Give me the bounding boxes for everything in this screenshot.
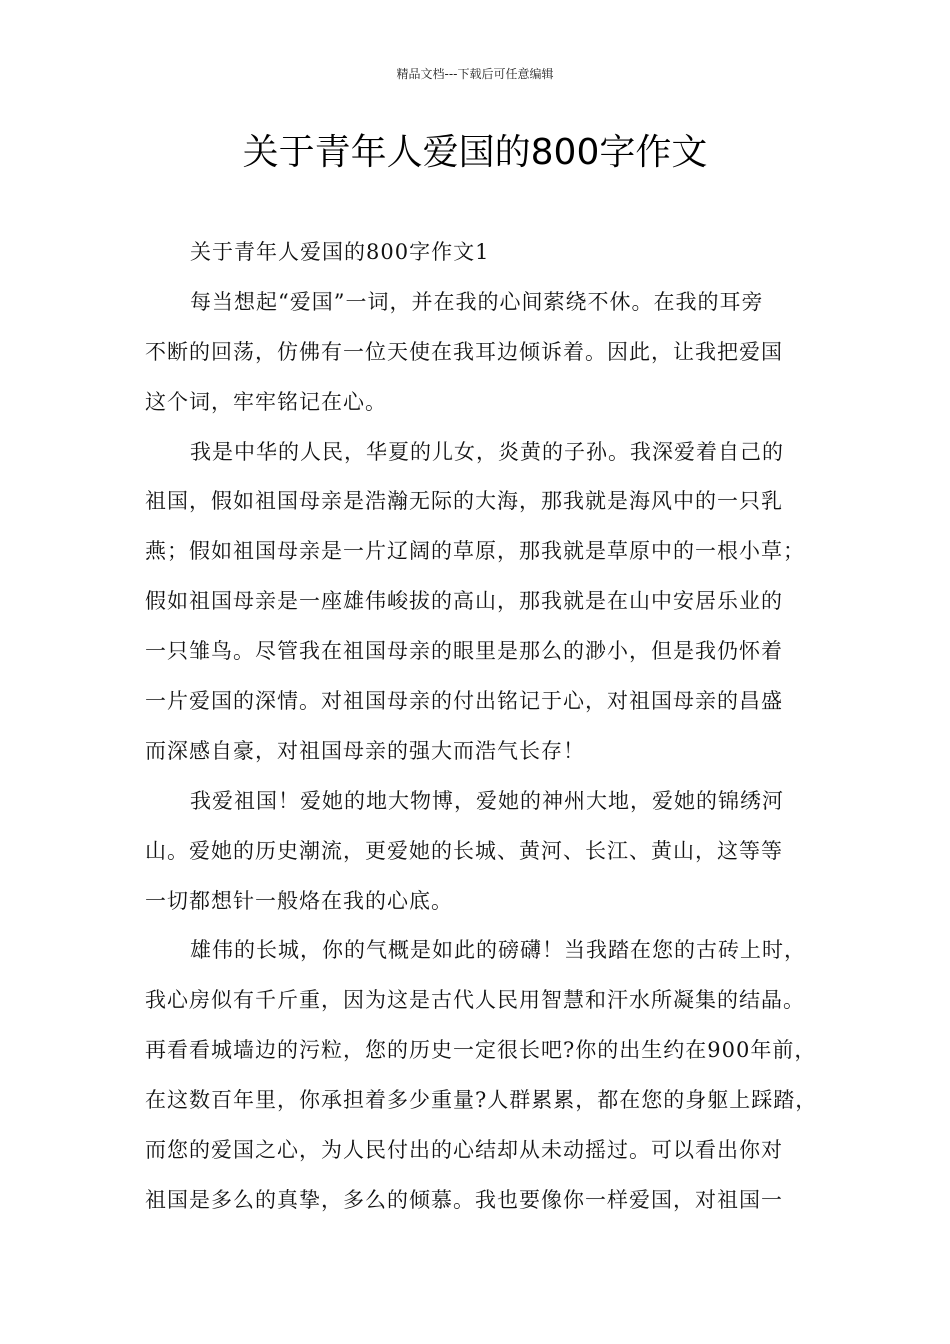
text-line: 我是中华的人民，华夏的儿女，炎黄的子孙。我深爱着自己的 xyxy=(190,439,784,464)
text-line: 山。爱她的历史潮流，更爱她的长城、黄河、长江、黄山，这等等 xyxy=(145,838,783,863)
text-line: 这个词，牢牢铭记在心。 xyxy=(145,389,387,414)
text-line: 我爱祖国！爱她的地大物博，爱她的神州大地，爱她的锦绣河 xyxy=(190,788,784,813)
text-line: 在这数百年里，你承担着多少重量?人群累累，都在您的身躯上踩踏， xyxy=(145,1088,818,1113)
header-note: 精品文档---下载后可任意编辑 xyxy=(396,67,554,81)
text-line: 假如祖国母亲是一座雄伟峻拔的高山，那我就是在山中安居乐业的 xyxy=(145,589,783,614)
text-line: 而您的爱国之心，为人民付出的心结却从未动摇过。可以看出你对 xyxy=(145,1138,783,1163)
text-line: 一切都想针一般烙在我的心底。 xyxy=(145,888,453,913)
text-line: 每当想起“爱国”一词，并在我的心间萦绕不休。在我的耳旁 xyxy=(190,289,764,314)
page-title: 关于青年人爱国的800字作文 xyxy=(242,132,708,173)
text-line: 而深感自豪，对祖国母亲的强大而浩气长存！ xyxy=(145,738,585,763)
text-line: 关于青年人爱国的800字作文1 xyxy=(190,240,490,264)
document-body xyxy=(145,228,825,1226)
text-line: 一只雏鸟。尽管我在祖国母亲的眼里是那么的渺小，但是我仍怀着 xyxy=(145,639,783,664)
text-line: 燕；假如祖国母亲是一片辽阔的草原，那我就是草原中的一根小草； xyxy=(145,539,805,564)
text-line: 不断的回荡，仿佛有一位天使在我耳边倾诉着。因此，让我把爱国 xyxy=(145,339,783,364)
text-line: 一片爱国的深情。对祖国母亲的付出铭记于心，对祖国母亲的昌盛 xyxy=(145,689,783,714)
text-line: 我心房似有千斤重，因为这是古代人民用智慧和汗水所凝集的结晶。 xyxy=(145,988,805,1013)
text-line: 祖国，假如祖国母亲是浩瀚无际的大海，那我就是海风中的一只乳 xyxy=(145,489,783,514)
text-line: 再看看城墙边的污粒，您的历史一定很长吧?你的出生约在900年前， xyxy=(145,1038,817,1063)
text-line: 雄伟的长城，你的气概是如此的磅礴！当我踏在您的古砖上时， xyxy=(190,938,806,963)
text-line: 祖国是多么的真挚，多么的倾慕。我也要像你一样爱国，对祖国一 xyxy=(145,1187,783,1212)
